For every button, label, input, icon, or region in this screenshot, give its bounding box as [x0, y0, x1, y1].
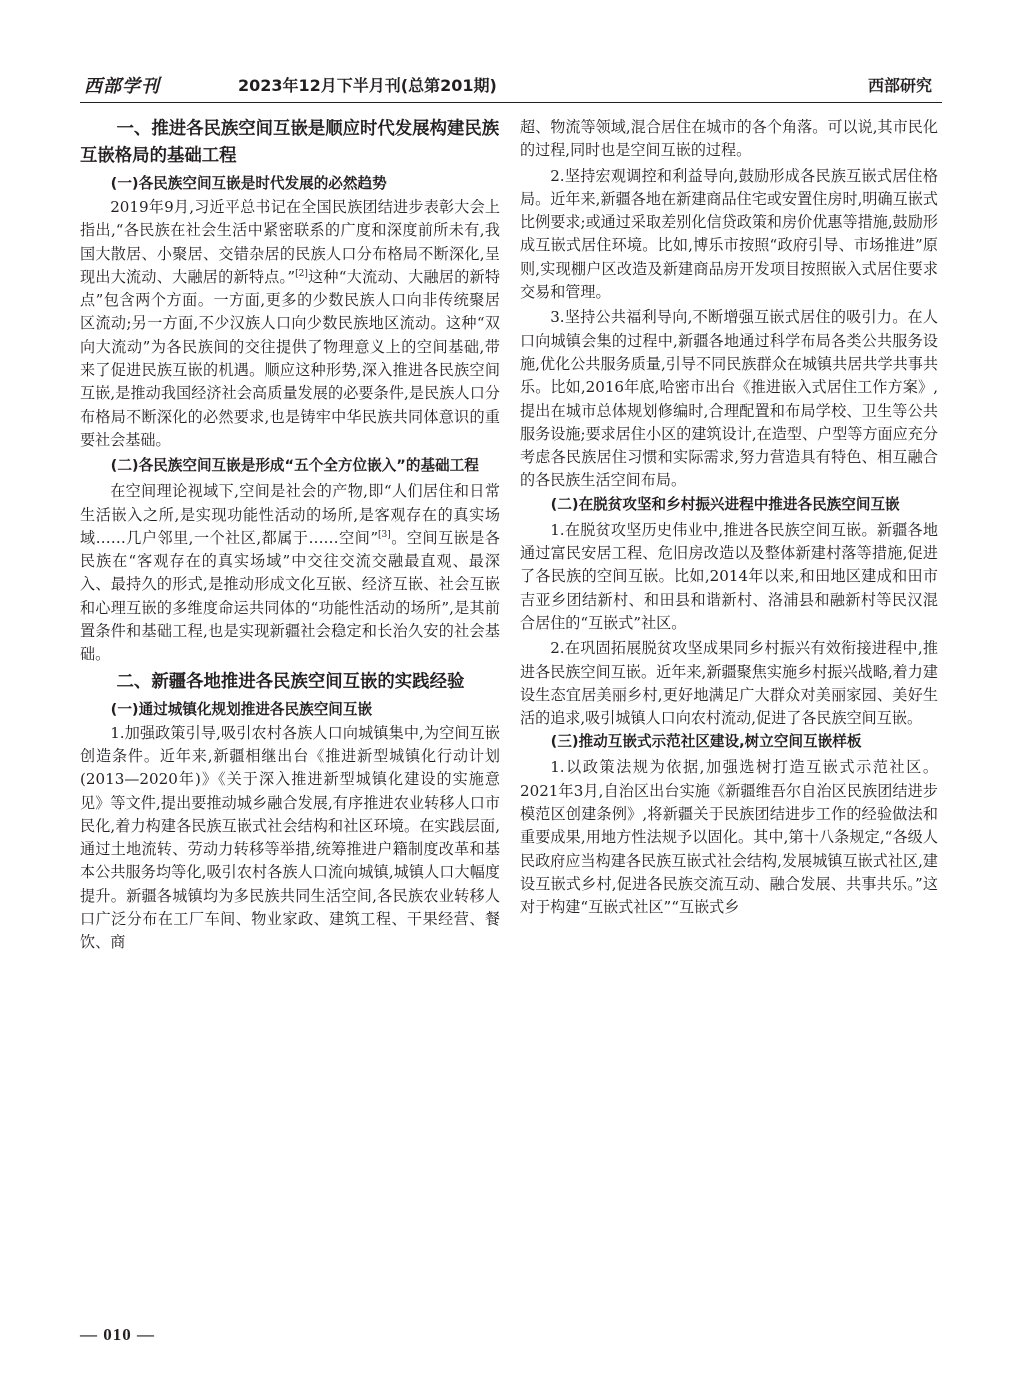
citation: [2] — [295, 268, 308, 279]
paragraph: 在空间理论视域下,空间是社会的产物,即“人们居住和日常生活嵌入之所,是实现功能性活动的场所,是客观存在的真实场域……几户邻里,一个社区,都属于……空间”[3]。空间互嵌是各民族在“客观存在的真实场域”中交往交流交融最直观、最深入、最持久的形式,是推动形成文化互嵌、经济互嵌、社会互嵌和心理互嵌的多维度命运共同体的“功能性活动的场所”,是其前置条件和基础工程,也是实现新疆社会稳定和长治久安的社会基础。 — [80, 482, 500, 664]
paragraph: 超、物流等领域,混合居住在城市的各个角落。可以说,其市民化的过程,同时也是空间互嵌的过程。 — [520, 118, 938, 160]
subsection-heading: (一)通过城镇化规划推进各民族空间互嵌 — [110, 700, 373, 718]
section-heading-2: 二、新疆各地推进各民族空间互嵌的实践经验 — [116, 671, 465, 692]
right-column — [520, 116, 938, 920]
subsection-heading: (二)各民族空间互嵌是形成“五个全方位嵌入”的基础工程 — [110, 457, 479, 475]
subsection-heading: (一)各民族空间互嵌是时代发展的必然趋势 — [110, 175, 387, 192]
page-header — [80, 62, 942, 103]
paragraph: 1.以政策法规为依据,加强选树打造互嵌式示范社区。2021年3月,自治区出台实施《新疆维吾尔自治区民族团结进步模范区创建条例》,将新疆关于民族团结进步工作的经验做法和重要成果,用地方性法规予以固化。其中,第十八条规定,“各级人民政府应当构建各民族互嵌式社会结构,发展城镇互嵌式社区,建设互嵌式乡村,促进各民族交流互动、融合发展、共事共乐。”这对于构建“互嵌式社区”“互嵌式乡 — [520, 758, 938, 917]
paragraph: 2.在巩固拓展脱贫攻坚成果同乡村振兴有效衔接进程中,推进各民族空间互嵌。近年来,新疆聚焦实施乡村振兴战略,着力建设生态宜居美丽乡村,更好地满足广大群众对美丽家园、美好生活的追求,吸引城镇人口向农村流动,促进了各民族空间互嵌。 — [520, 639, 938, 728]
paragraph: 1.加强政策引导,吸引农村各族人口向城镇集中,为空间互嵌创造条件。近年来,新疆相继出台《推进新型城镇化行动计划(2013—2020年)》《关于深入推进新型城镇化建设的实施意见》等文件,提出要推动城乡融合发展,有序推进农业转移人口市民化,着力构建各民族互嵌式社会结构和社区环境。在实践层面,通过土地流转、劳动力转移等举措,统筹推进户籍制度改革和基本公共服务均等化,吸引农村各族人口流向城镇,城镇人口大幅度提升。新疆各城镇均为多民族共同生活空间,各民族农业转移人口广泛分布在工厂车间、物业家政、建筑工程、干果经营、餐饮、商 — [80, 723, 500, 952]
subsection-heading: (三)推动互嵌式示范社区建设,树立空间互嵌样板 — [550, 733, 862, 751]
section-heading-1: 一、推进各民族空间互嵌是顺应时代发展构建民族互嵌格局的基础工程 — [80, 119, 500, 166]
issue-info: 2023年12月下半月刊(总第201期) — [238, 76, 497, 95]
citation: [3] — [378, 529, 391, 540]
paragraph: 2019年9月,习近平总书记在全国民族团结进步表彰大会上指出,“各民族在社会生活中紧密联系的广度和深度前所未有,我国大散居、小聚居、交错杂居的民族人口分布格局不断深化,呈现出大流动、大融居的新特点。”[2]这种“大流动、大融居的新特点”包含两个方面。一方面,更多的少数民族人口向非传统聚居区流动;另一方面,不少汉族人口向少数民族地区流动。这种“双向大流动”为各民族间的交往提供了物理意义上的空间基础,带来了促进民族互嵌的机遇。顺应这种形势,深入推进各民族空间互嵌,是推动我国经济社会高质量发展的必要条件,是民族人口分布格局不断深化的必然要求,也是铸牢中华民族共同体意识的重要社会基础。 — [80, 198, 501, 449]
paragraph: 3.坚持公共福利导向,不断增强互嵌式居住的吸引力。在人口向城镇会集的过程中,新疆各地通过科学布局各类公共服务设施,优化公共服务质量,引导不同民族群众在城镇共居共学共事共乐。比如,2016年底,哈密市出台《推进嵌入式居住工作方案》,提出在城市总体规划修编时,合理配置和布局学校、卫生等公共服务设施;要求居住小区的建筑设计,在造型、户型等方面应充分考虑各民族居住习惯和实际需求,努力营造具有特色、相互融合的各民族生活空间布局。 — [520, 308, 938, 490]
paragraph: 2.坚持宏观调控和利益导向,鼓励形成各民族互嵌式居住格局。近年来,新疆各地在新建商品住宅或安置住房时,明确互嵌式比例要求;或通过采取差别化信贷政策和房价优惠等措施,鼓励形成互嵌式居住环境。比如,博乐市按照“政府引导、市场推进”原则,实现棚户区改造及新建商品房开发项目按照嵌入式居住要求交易和管理。 — [520, 166, 938, 302]
paragraph: 1.在脱贫攻坚历史伟业中,推进各民族空间互嵌。新疆各地通过富民安居工程、危旧房改造以及整体新建村落等措施,促进了各民族的空间互嵌。比如,2014年以来,和田地区建成和田市吉亚乡团结新村、和田县和谐新村、洛浦县和融新村等民汉混合居住的“互嵌式”社区。 — [520, 520, 938, 632]
subsection-heading: (二)在脱贫攻坚和乡村振兴进程中推进各民族空间互嵌 — [550, 495, 900, 513]
left-column — [80, 116, 500, 955]
section-label: 西部研究 — [867, 76, 932, 95]
page-number: — 010 — — [80, 1325, 155, 1344]
journal-logo: 西部学刊 — [84, 76, 160, 97]
